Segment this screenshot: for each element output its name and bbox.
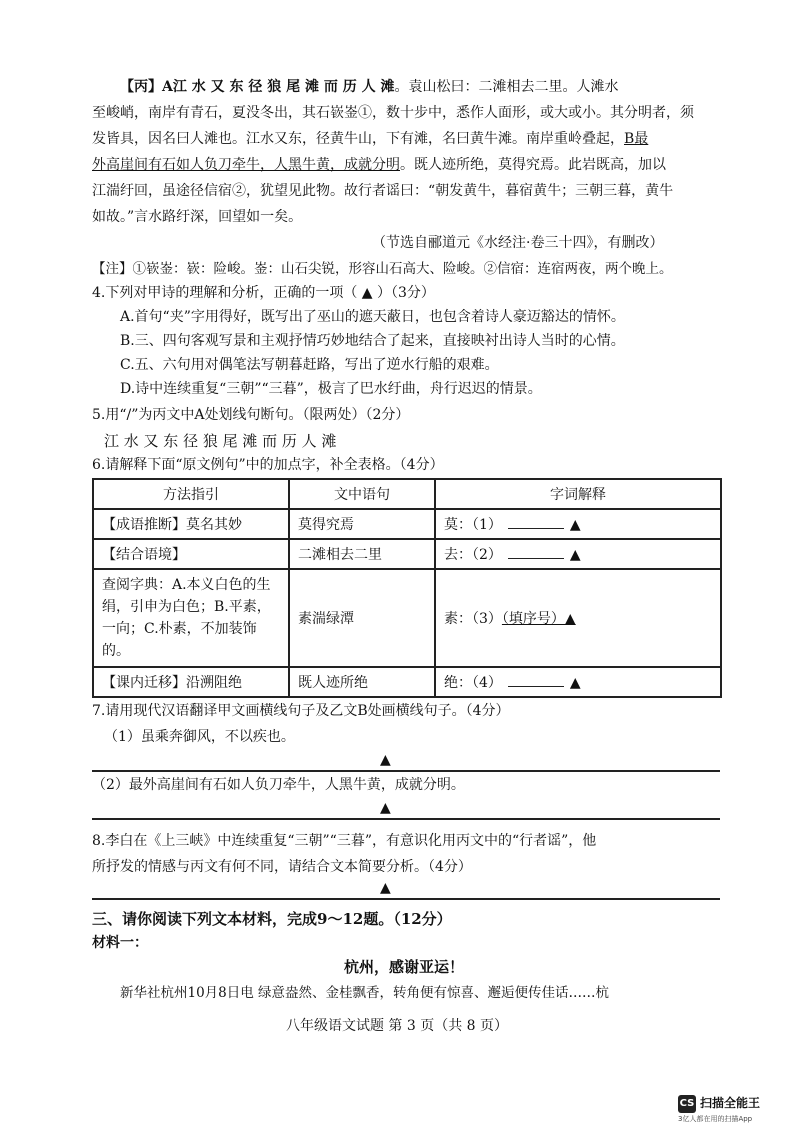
answer-marker: ▲ — [380, 880, 391, 896]
table-cell-sentence: 莫得究焉 — [289, 509, 435, 539]
answer-line[interactable] — [92, 898, 720, 900]
q4-option-b: B.三、四句客观写景和主观抒情巧妙地结合了起来，直接映衬出诗人当时的心情。 — [120, 333, 625, 349]
table-cell-explain: 去：（2） ▲ — [435, 539, 721, 569]
table-row — [93, 667, 721, 697]
q5-stem: 5.用“/”为丙文中A处划线句断句。（限两处）（2分） — [92, 407, 410, 423]
table-row — [93, 539, 721, 569]
q6-table — [92, 478, 722, 698]
passage-line-5: 江湍纡回，虽途径信宿②，犹望见此物。故行者谣曰：“朝发黄牛，暮宿黄牛；三朝三暮，黄牛 — [92, 183, 674, 199]
table-cell-sentence: 二滩相去二里 — [289, 539, 435, 569]
material-lead: 新华社杭州10月8日电 绿意盎然、金桂飘香，转角便有惊喜、邂逅便传佳话……杭 — [120, 985, 610, 1001]
passage-line-4: 外高崖间有石如人负刀牵牛，人黑牛黄，成就分明。既人迹所绝，莫得究焉。此岩既高，加以 — [92, 157, 666, 173]
table-cell-method: 【成语推断】莫名其妙 — [93, 509, 289, 539]
q4-option-d: D.诗中连续重复“三朝”“三暮”，极言了巴水纡曲，舟行迟迟的情景。 — [120, 381, 542, 397]
q5-sentence: 江 水 又 东 径 狼 尾 滩 而 历 人 滩 — [104, 432, 337, 450]
watermark-sub: 3亿人都在用的扫描App — [678, 1115, 753, 1123]
answer-line[interactable] — [92, 770, 720, 772]
answer-blank[interactable] — [508, 558, 564, 559]
watermark-name: 扫描全能王 — [700, 1096, 761, 1110]
material-label: 材料一： — [92, 935, 148, 951]
answer-blank[interactable] — [508, 528, 564, 529]
q8-line-1: 8.李白在《上三峡》中连续重复“三朝”“三暮”，有意识化用丙文中的“行者谣”，他 — [92, 833, 597, 849]
q7-sub2: （2）最外高崖间有石如人负刀牵牛，人黑牛黄，成就分明。 — [92, 777, 465, 793]
q7-sub1: （1）虽乘奔御风，不以疾也。 — [104, 729, 295, 745]
table-cell-explain: 绝：（4） ▲ — [435, 667, 721, 697]
q7-stem: 7.请用现代汉语翻译甲文画横线句子及乙文B处画横线句子。（4分） — [92, 703, 510, 719]
passage-line-1: 【丙】A江 水 又 东 径 狼 尾 滩 而 历 人 滩。袁山松曰：二滩相去二里。人滩水 — [120, 79, 619, 95]
table-cell-method: 【结合语境】 — [93, 539, 289, 569]
table-cell-sentence: 素湍绿潭 — [289, 569, 435, 667]
table-row — [93, 569, 721, 667]
answer-blank[interactable] — [508, 686, 564, 687]
q4-option-a: A.首句“夹”字用得好，既写出了巫山的遮天蔽日，也包含着诗人豪迈豁达的情怀。 — [120, 309, 625, 325]
q8-line-2: 所抒发的情感与丙文有何不同，请结合文本简要分析。（4分） — [92, 859, 472, 875]
answer-marker: ▲ — [380, 752, 391, 768]
table-cell-method: 【课内迁移】沿溯阻绝 — [93, 667, 289, 697]
table-header: 文中语句 — [289, 479, 435, 509]
table-cell-explain: 素：（3）（填序号）▲ — [435, 569, 721, 667]
passage-line-3: 发皆具，因名曰人滩也。江水又东，径黄牛山，下有滩，名曰黄牛滩。南岸重岭叠起，B最 — [92, 131, 649, 147]
passage-source: （节选自郦道元《水经注·卷三十四》，有删改） — [372, 235, 664, 251]
material-title: 杭州，感谢亚运！ — [344, 958, 465, 976]
q4-option-c: C.五、六句用对偶笔法写朝暮赶路，写出了逆水行船的艰难。 — [120, 357, 499, 373]
q4-stem: 4.下列对甲诗的理解和分析，正确的一项（ ▲ ）（3分） — [92, 285, 435, 301]
table-cell-explain: 莫：（1） ▲ — [435, 509, 721, 539]
answer-line[interactable] — [92, 818, 720, 820]
passage-note: 【注】①嵚崟：嵚：险峻。崟：山石尖锐，形容山石高大、险峻。②信宿：连宿两夜，两个晚上。 — [92, 261, 673, 277]
answer-marker: ▲ — [380, 800, 391, 816]
camscanner-logo-icon: CS — [678, 1095, 696, 1113]
table-cell-method: 查阅字典：A.本义白色的生绢，引申为白色；B.平素，一向；C.朴素，不加装饰的。 — [93, 569, 289, 667]
table-header: 方法指引 — [93, 479, 289, 509]
q6-stem: 6.请解释下面“原文例句”中的加点字，补全表格。（4分） — [92, 457, 444, 473]
passage-line-2: 至峻峭，南岸有青石，夏没冬出，其石嵚崟①，数十步中，悉作人面形，或大或小。其分明者，须 — [92, 105, 694, 121]
section-heading: 三、请你阅读下列文本材料，完成9～12题。（12分） — [92, 910, 452, 928]
table-header: 字词解释 — [435, 479, 721, 509]
passage-line-6: 如故。”言水路纡深，回望如一矣。 — [92, 209, 303, 225]
table-header-row — [93, 479, 721, 509]
table-cell-sentence: 既人迹所绝 — [289, 667, 435, 697]
table-row — [93, 509, 721, 539]
page-footer: 八年级语文试题 第 3 页（共 8 页） — [285, 1018, 509, 1034]
